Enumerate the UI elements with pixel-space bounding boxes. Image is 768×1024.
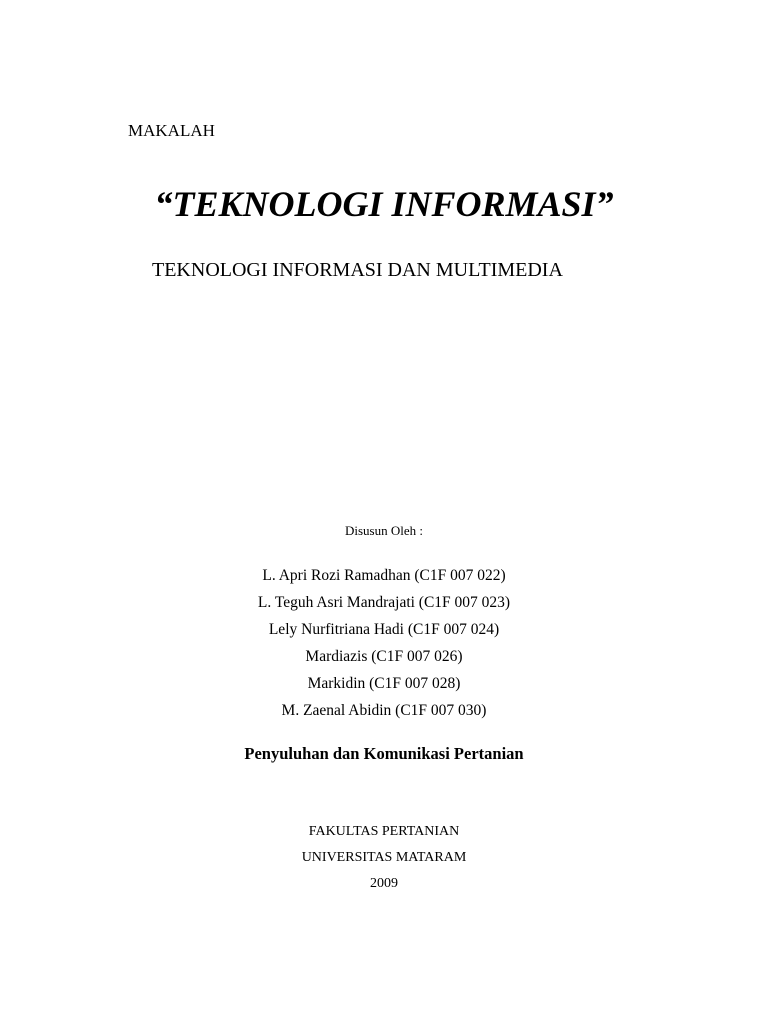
author-name: L. Apri Rozi Ramadhan (C1F 007 022) — [262, 567, 506, 584]
study-program: Penyuluhan dan Komunikasi Pertanian — [244, 744, 524, 763]
prepared-by-label: Disusun Oleh : — [345, 523, 423, 538]
faculty-name: FAKULTAS PERTANIAN — [308, 824, 460, 839]
document-subtitle: TEKNOLOGI INFORMASI DAN MULTIMEDIA — [152, 259, 563, 281]
university-name: UNIVERSITAS MATARAM — [301, 850, 467, 865]
author-list — [0, 567, 768, 729]
author-name: M. Zaenal Abidin (C1F 007 030) — [281, 702, 487, 719]
document-year: 2009 — [370, 876, 398, 891]
document-type-label: MAKALAH — [128, 121, 215, 140]
author-name: Mardiazis (C1F 007 026) — [305, 648, 463, 665]
author-name: L. Teguh Asri Mandrajati (C1F 007 023) — [257, 594, 511, 611]
author-name: Markidin (C1F 007 028) — [307, 675, 461, 692]
document-title: “TEKNOLOGI INFORMASI” — [154, 184, 614, 224]
author-name: Lely Nurfitriana Hadi (C1F 007 024) — [268, 621, 500, 638]
